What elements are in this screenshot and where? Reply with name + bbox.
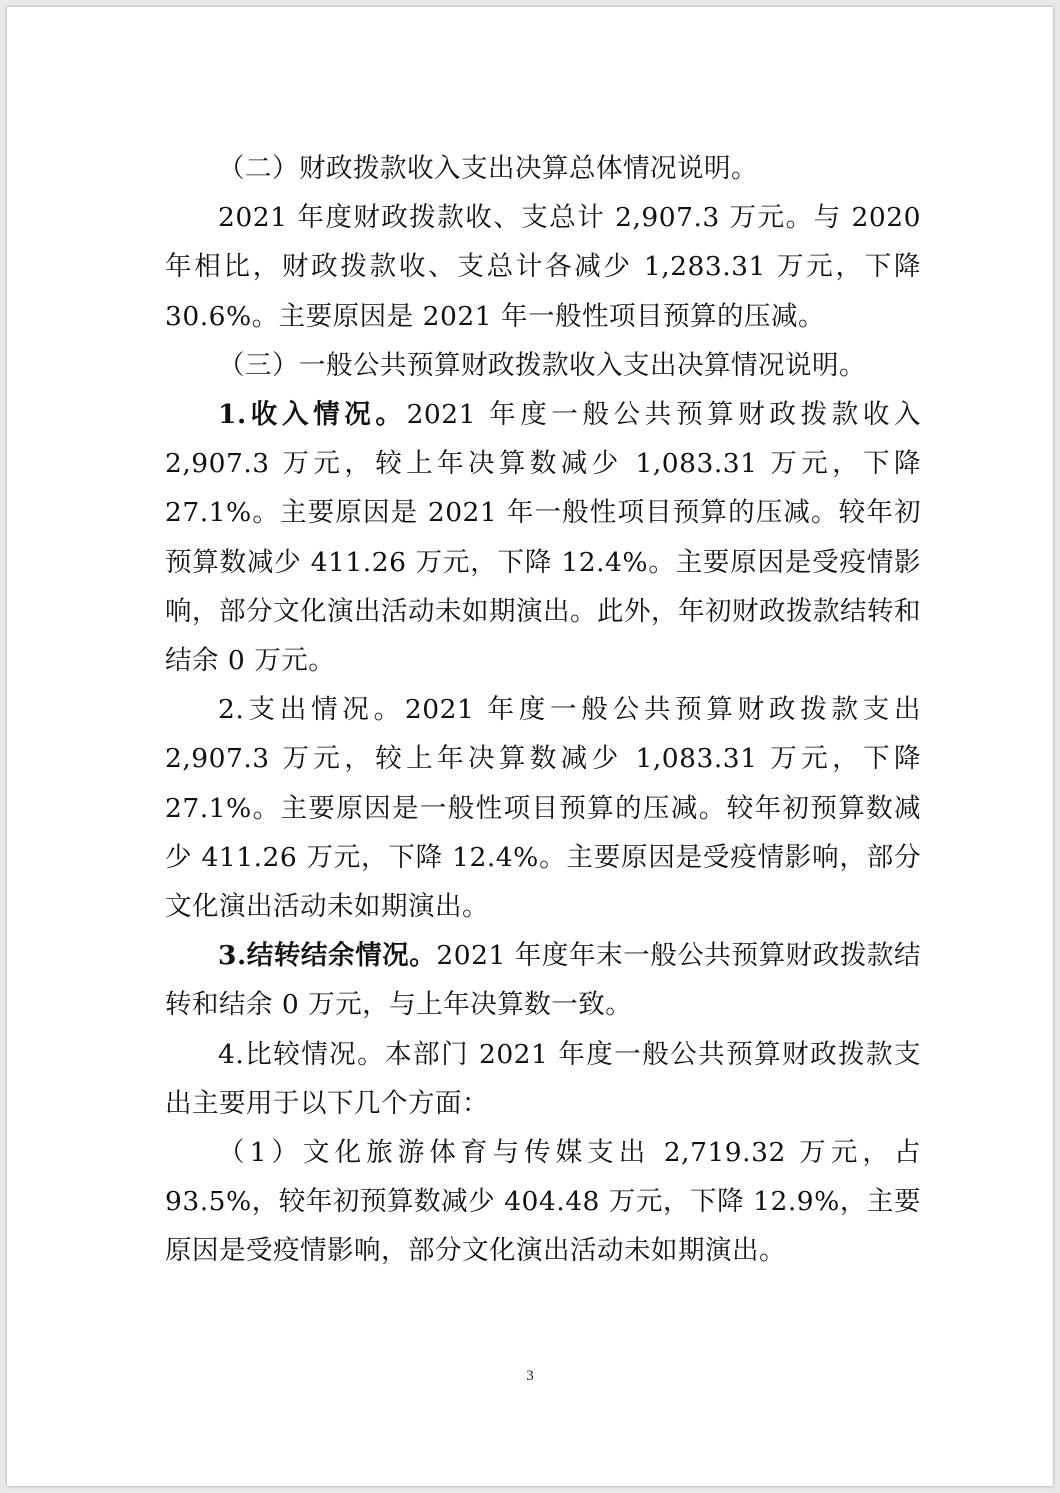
paragraph-expenditure: 2.支出情况。2021 年度一般公共预算财政拨款支出 2,907.3 万元，较上年决算数减少 1,083.31 万元，下降 27.1%。主要原因是一般性项目预算的压减。较年初预算数减少 411.26 万元，下降 12.4%。主要原因是受疫情影响，部分文化演出活动未如期演出。 — [165, 694, 921, 923]
paragraph-income: 1.收入情况。2021 年度一般公共预算财政拨款收入 2,907.3 万元，较上年决算数减少 1,083.31 万元，下降 27.1%。主要原因是 2021 年一般性项目预算的压减。较年初预算数减少 411.26 万元，下降 12.4%。主要原因是受疫情影响，部分文化演出活动未如期演出。此外，年初财政拨款结转和结余 0 万元。 — [165, 399, 921, 677]
paragraph-total-overview: 2021 年度财政拨款收、支总计 2,907.3 万元。与 2020 年相比，财政拨款收、支总计各减少 1,283.31 万元，下降 30.6%。主要原因是 2021 年一般性项目预算的压减。 — [165, 202, 921, 332]
document-body — [165, 144, 921, 1276]
document-page — [7, 7, 1053, 1486]
paragraph-income-lead: 1.收入情况。 — [218, 399, 407, 431]
section-heading-3: （三）一般公共预算财政拨款收入支出决算情况说明。 — [218, 349, 866, 381]
paragraph-carryover: 3.结转结余情况。2021 年度年末一般公共预算财政拨款结转和结余 0 万元，与上年决算数一致。 — [165, 940, 921, 1021]
paragraph-comparison: 4.比较情况。本部门 2021 年度一般公共预算财政拨款支出主要用于以下几个方面： — [165, 1038, 921, 1119]
page-number: 3 — [526, 1368, 534, 1384]
paragraph-culture-expenditure: （1）文化旅游体育与传媒支出 2,719.32 万元，占 93.5%，较年初预算数减少 404.48 万元，下降 12.9%，主要原因是受疫情影响，部分文化演出活动未如期演出。 — [165, 1137, 921, 1267]
section-heading-2: （二）财政拨款收入支出决算总体情况说明。 — [218, 153, 758, 184]
paragraph-carryover-lead: 3.结转结余情况。 — [218, 940, 437, 972]
